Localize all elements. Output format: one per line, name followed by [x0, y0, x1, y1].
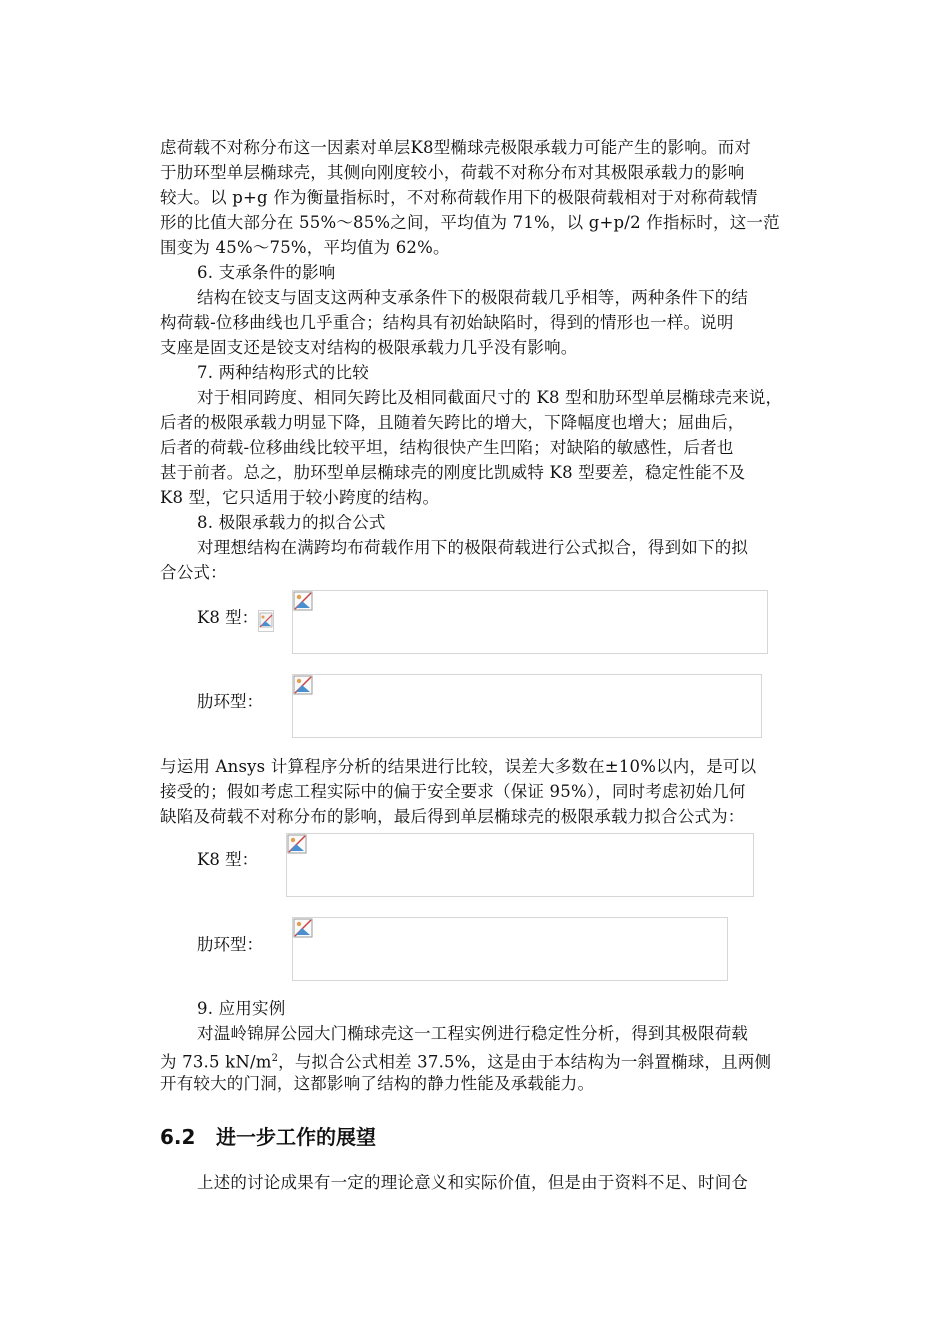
text-line: 接受的；假如考虑工程实际中的偏于安全要求（保证 95%），同时考虑初始几何 [160, 782, 746, 801]
formula-label-k8: K8 型： [197, 608, 259, 627]
text-line: 虑荷载不对称分布这一因素对单层K8型椭球壳极限承载力可能产生的影响。而对 [160, 138, 752, 157]
formula-label-rib-ring: 肋环型： [197, 692, 263, 711]
text-line: 后者的荷载-位移曲线比较平坦，结构很快产生凹陷；对缺陷的敏感性，后者也 [160, 438, 734, 457]
text-line: 围变为 45%～75%，平均值为 62%。 [160, 238, 450, 257]
text-line: 较大。以 p+g 作为衡量指标时，不对称荷载作用下的极限荷载相对于对称荷载情 [160, 188, 758, 207]
broken-image-icon [293, 675, 313, 695]
formula-label-k8: K8 型： [197, 850, 259, 869]
subheading-6: 6. 支承条件的影响 [197, 263, 336, 282]
broken-image-icon [258, 610, 274, 632]
subheading-9: 9. 应用实例 [197, 999, 286, 1018]
broken-image-icon [287, 834, 307, 854]
formula-image-box [292, 590, 768, 654]
subheading-8: 8. 极限承载力的拟合公式 [197, 513, 386, 532]
text-line: 上述的讨论成果有一定的理论意义和实际价值，但是由于资料不足、时间仓 [197, 1173, 749, 1192]
broken-image-icon [293, 591, 313, 611]
text-line: 与运用 Ansys 计算程序分析的结果进行比较，误差大多数在±10%以内，是可以 [160, 757, 757, 776]
text-line: 缺陷及荷载不对称分布的影响，最后得到单层椭球壳的极限承载力拟合公式为： [160, 807, 745, 826]
formula-image-box [286, 833, 754, 897]
text-line: 后者的极限承载力明显下降，且随着矢跨比的增大，下降幅度也增大；屈曲后， [160, 413, 745, 432]
text-fragment: ，与拟合公式相差 37.5%，这是由于本结构为一斜置椭球，且两侧 [278, 1052, 772, 1072]
text-line: 于肋环型单层椭球壳，其侧向刚度较小，荷载不对称分布对其极限承载力的影响 [160, 163, 745, 182]
section-heading [160, 1121, 376, 1150]
text-line: 合公式： [160, 563, 227, 582]
formula-image-box [292, 917, 728, 981]
text-fragment: 为 73.5 kN/m [160, 1052, 272, 1072]
text-line: 形的比值大部分在 55%～85%之间，平均值为 71%，以 g+p/2 作指标时，这一范 [160, 213, 780, 232]
text-line: 对理想结构在满跨均布荷载作用下的极限荷载进行公式拟合，得到如下的拟 [197, 538, 749, 557]
text-line: 构荷载-位移曲线也几乎重合；结构具有初始缺陷时，得到的情形也一样。说明 [160, 313, 734, 332]
formula-image-box [292, 674, 762, 738]
text-line: K8 型，它只适用于较小跨度的结构。 [160, 488, 440, 507]
subheading-7: 7. 两种结构形式的比较 [197, 363, 369, 382]
superscript: 2 [271, 1053, 279, 1064]
broken-image-icon [293, 918, 313, 938]
text-line: 甚于前者。总之，肋环型单层椭球壳的刚度比凯威特 K8 型要差，稳定性能不及 [160, 463, 746, 482]
text-line: 对温岭锦屏公园大门椭球壳这一工程实例进行稳定性分析，得到其极限荷载 [197, 1024, 749, 1043]
text-line: 结构在铰支与固支这两种支承条件下的极限荷载几乎相等，两种条件下的结 [197, 288, 749, 307]
text-line [160, 1049, 771, 1073]
text-line: 支座是固支还是铰支对结构的极限承载力几乎没有影响。 [160, 338, 578, 357]
formula-label-rib-ring: 肋环型： [197, 935, 263, 954]
section-title: 进一步工作的展望 [216, 1125, 376, 1149]
text-line: 对于相同跨度、相同矢跨比及相同截面尺寸的 K8 型和肋环型单层椭球壳来说， [197, 388, 783, 407]
text-line: 开有较大的门洞，这都影响了结构的静力性能及承载能力。 [160, 1074, 595, 1093]
section-number: 6.2 [160, 1125, 196, 1149]
